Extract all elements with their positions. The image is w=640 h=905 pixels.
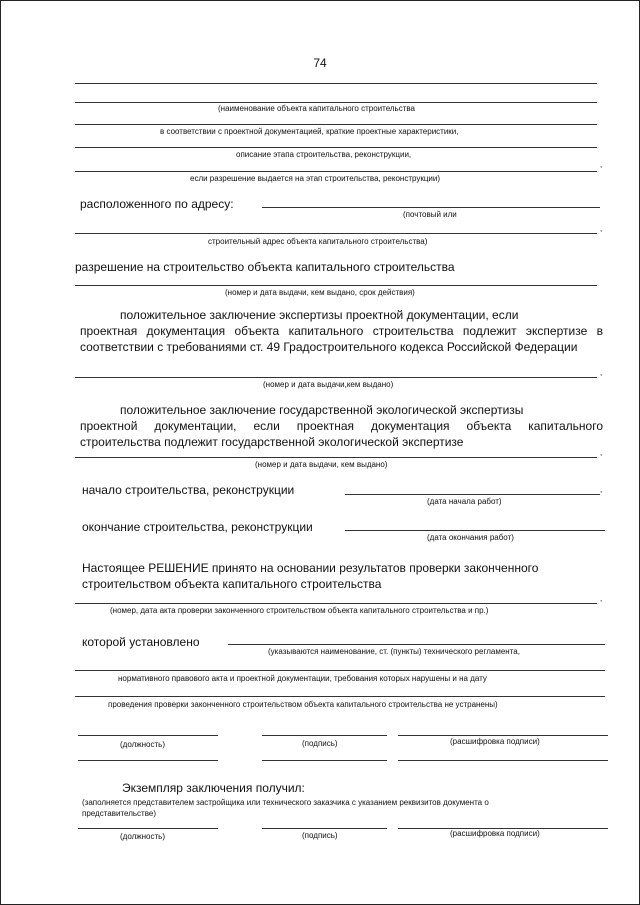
- caption-permit-details: (номер и дата выдачи, кем выдано, срок действия): [225, 288, 415, 297]
- end-date-line[interactable]: [345, 530, 605, 531]
- caption-signature: (подпись): [302, 831, 338, 840]
- label-which-established: которой установлено: [82, 635, 200, 649]
- position-line[interactable]: [78, 828, 218, 829]
- blank-line[interactable]: [75, 457, 597, 458]
- paragraph-eco-rest: проектной документации, если проектная документация объекта капитального строительства подлежит государственной экологической экспертизе: [80, 419, 603, 449]
- paragraph-expertise-line1: положительное заключение экспертизы проектной документации, если: [120, 308, 519, 322]
- signature-line[interactable]: [262, 735, 387, 736]
- blank-line[interactable]: [75, 171, 597, 172]
- decision-line2: строительством объекта капитального строительства: [82, 577, 382, 591]
- caption-start-date: (дата начала работ): [427, 497, 502, 506]
- blank-line[interactable]: [75, 102, 597, 103]
- caption-object-name: (наименование объекта капитального строительства: [218, 104, 415, 113]
- caption-act-details: (номер, дата акта проверки законченного строительством объекта капитального строительства и пр.): [110, 606, 489, 615]
- caption-construction-address: строительный адрес объекта капитального строительства): [208, 237, 428, 246]
- caption-position: (должность): [120, 832, 165, 841]
- blank-line[interactable]: [75, 233, 597, 234]
- blank-line[interactable]: [75, 285, 597, 286]
- caption-filled-by: (заполняется представителем застройщика или технического заказчика с указанием реквизитов документа о: [82, 798, 489, 807]
- blank-line[interactable]: [78, 760, 218, 761]
- caption-signature-transcript: (расшифровка подписи): [450, 829, 540, 838]
- caption-eco-details: (номер и дата выдачи, кем выдано): [255, 460, 388, 469]
- established-line[interactable]: [228, 644, 605, 645]
- blank-line[interactable]: [75, 696, 605, 697]
- caption-expertise-details: (номер и дата выдачи,кем выдано): [263, 380, 394, 389]
- comma: ,: [600, 448, 603, 457]
- blank-line[interactable]: [75, 377, 597, 378]
- caption-signature-transcript: (расшифровка подписи): [450, 737, 540, 746]
- paragraph-expertise-rest: проектная документация объекта капитального строительства подлежит экспертизе в соответствии с требованиями ст. 49 Градостроительного кодекса Российской Федерации: [80, 324, 603, 354]
- signature-transcript-line[interactable]: [398, 735, 608, 736]
- blank-line[interactable]: [75, 147, 597, 148]
- address-line[interactable]: [262, 207, 600, 208]
- caption-position: (должность): [120, 740, 165, 749]
- caption-representative: представительстве): [82, 809, 156, 818]
- caption-legal-act: нормативного правового акта и проектной документации, требования которых нарушены и на дату: [118, 674, 487, 683]
- blank-line[interactable]: [398, 760, 608, 761]
- signature-line[interactable]: [262, 828, 387, 829]
- label-construction-end: окончание строительства, реконструкции: [82, 520, 313, 534]
- label-located-at: расположенного по адресу:: [80, 197, 234, 211]
- caption-check-performed: проведения проверки законченного строительством объекта капитального строительства не устранены): [108, 700, 498, 709]
- label-construction-start: начало строительства, реконструкции: [82, 483, 295, 497]
- blank-line[interactable]: [75, 603, 597, 604]
- page-number: 74: [313, 56, 327, 70]
- blank-line[interactable]: [75, 124, 597, 125]
- caption-signature: (подпись): [302, 739, 338, 748]
- position-line[interactable]: [78, 735, 218, 736]
- caption-postal-or: (почтовый или: [403, 210, 457, 219]
- caption-end-date: (дата окончания работ): [427, 533, 514, 542]
- label-copy-received: Экземпляр заключения получил:: [122, 781, 305, 795]
- comma: ,: [600, 160, 603, 169]
- paragraph-eco-expertise: [80, 402, 603, 450]
- blank-line[interactable]: [75, 83, 597, 84]
- decision-line1: Настоящее РЕШЕНИЕ принято на основании результатов проверки законченного: [82, 561, 539, 575]
- comma: ,: [600, 594, 603, 603]
- blank-line[interactable]: [262, 760, 387, 761]
- caption-stage-description: описание этапа строительства, реконструкции,: [236, 150, 412, 159]
- comma: ,: [600, 224, 603, 233]
- start-date-line[interactable]: [345, 494, 600, 495]
- comma: ,: [600, 485, 603, 494]
- caption-regulation-names: (указываются наименование, ст. (пункты) технического регламента,: [268, 647, 520, 656]
- paragraph-expertise: [80, 307, 603, 355]
- label-permit: разрешение на строительство объекта капитального строительства: [75, 260, 455, 274]
- blank-line[interactable]: [75, 670, 605, 671]
- caption-per-project-docs: в соответствии с проектной документацией, краткие проектные характеристики,: [160, 127, 459, 136]
- comma: ,: [600, 368, 603, 377]
- paragraph-eco-line1: положительное заключение государственной экологической экспертизы: [120, 403, 524, 417]
- caption-if-permit-stage: если разрешение выдается на этап строительства, реконструкции): [190, 174, 441, 183]
